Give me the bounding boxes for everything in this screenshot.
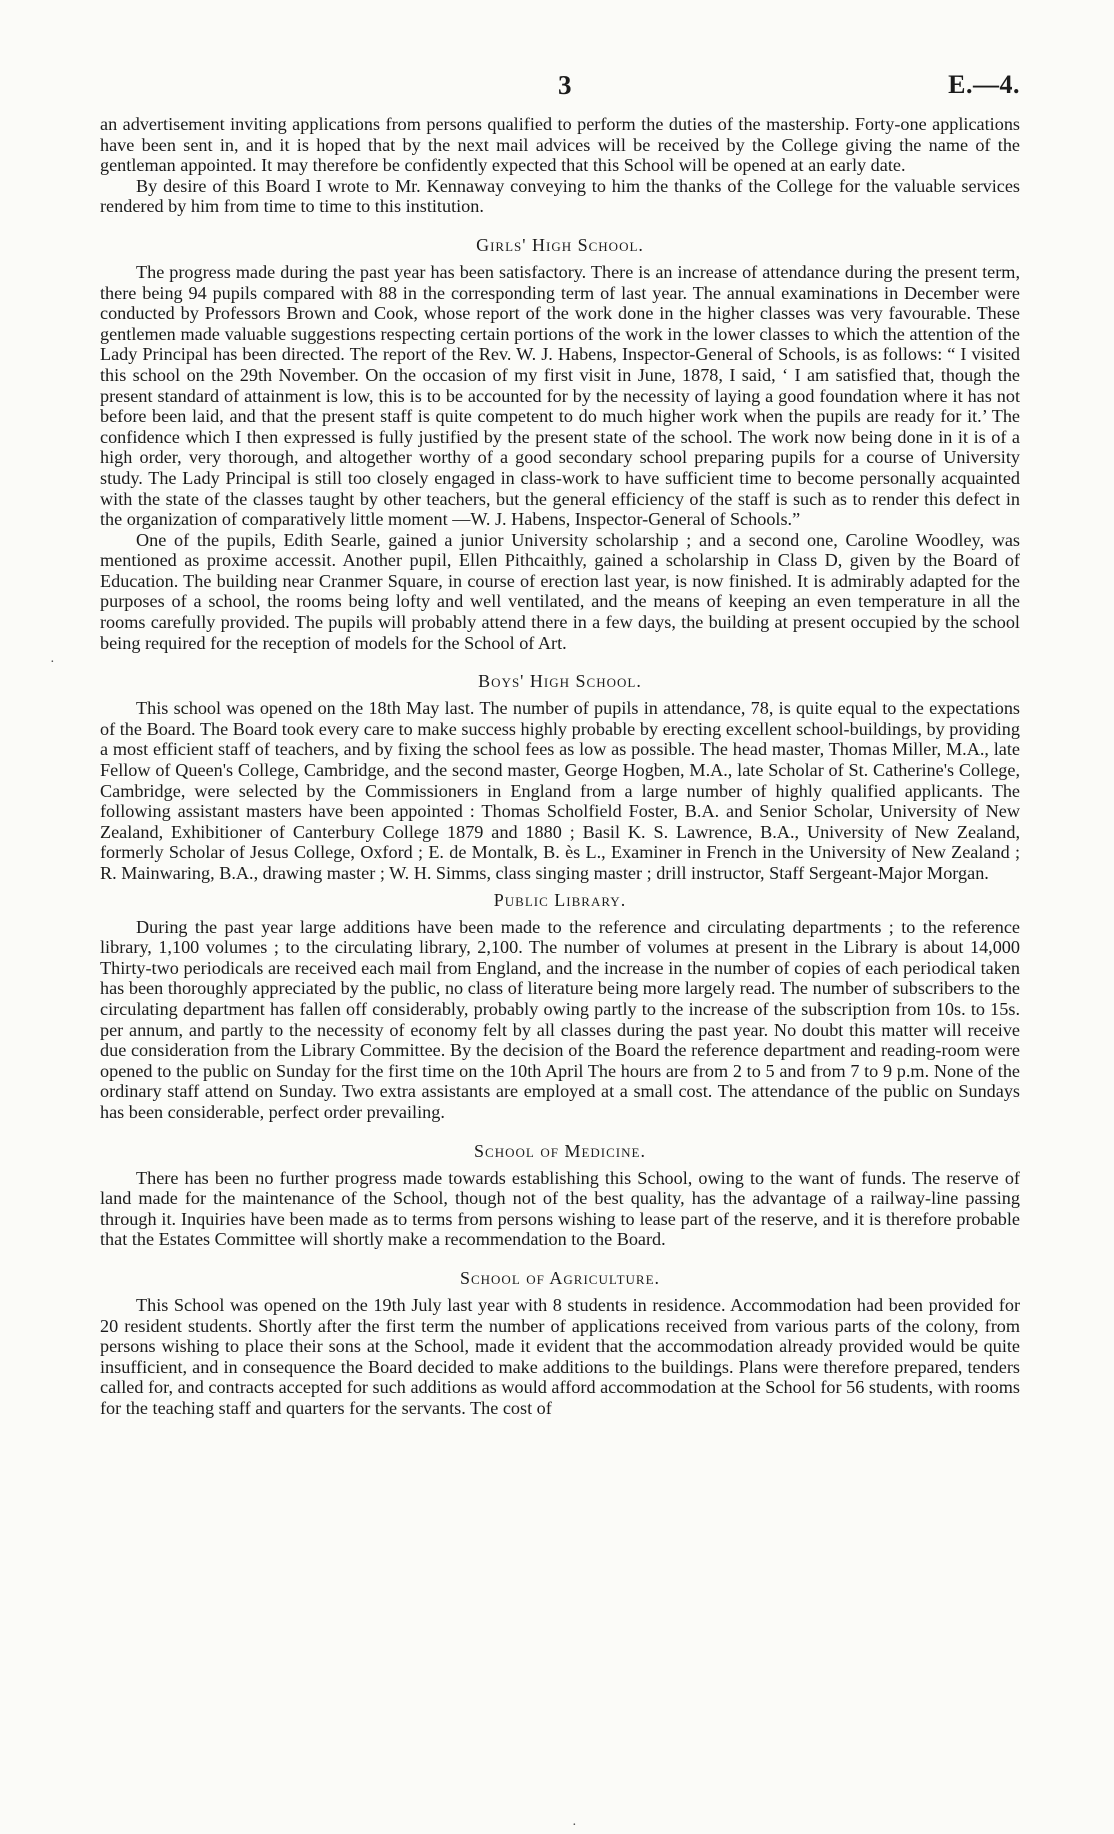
document-reference: E.—4. xyxy=(948,70,1020,99)
running-header xyxy=(100,70,1020,114)
footer-dot: · xyxy=(572,1818,577,1833)
page-number: 3 xyxy=(558,70,572,100)
boys-high-school-heading: Boys' High School. xyxy=(478,671,642,692)
school-of-medicine-paragraph-1: There has been no further progress made towards establishing this School, owing to the want of funds. The reserve of land made for the maintenance of the School, though not of the best quality, has the advantage of a railway-line passing through it. Inquiries have been made as to terms from persons wishing to lease part of the reserve, and it is therefore probable that the Estates Committee will shortly make a recommendation to the Board. xyxy=(100,1167,1020,1250)
public-library-heading: Public Library. xyxy=(493,889,627,910)
margin-dot: · xyxy=(50,655,55,670)
girls-high-school-paragraph-1: The progress made during the past year has been satisfactory. There is an increase of attendance during the present term, there being 94 pupils compared with 88 in the corresponding term of last year. The annual examinations in December were conducted by Professors Brown and Cook, whose report of the work done in the higher classes was very favourable. These gentlemen made valuable suggestions respecting certain portions of the work in the lower classes to which the attention of the Lady Principal has been directed. The report of the Rev. W. J. Habens, Inspector-General of Schools, is as follows: “ I visited this school on the 29th November. On the occasion of my first visit in June, 1878, I said, ‘ I am satisfied that, though the present standard of attainment is low, this is to be accounted for by the necessity of laying a good foundation where it has not before been laid, and that the present staff is quite competent to do much higher work when the pupils are ready for it.’ The confidence which I then expressed is fully justified by the present state of the school. The work now being done in it is of a high order, very thorough, and altogether worthy of a good secondary school preparing pupils for a course of University study. The Lady Principal is still too closely engaged in class-work to have sufficient time to become personally acquainted with the state of the classes taught by other teachers, but the general efficiency of the staff is such as to render this defect in the organization of comparatively little moment —W. J. Habens, Inspector-General of Schools.” xyxy=(100,261,1020,530)
public-library-paragraph-1: During the past year large additions have been made to the reference and circulating departments ; to the reference library, 1,100 volumes ; to the circulating library, 2,100. The number of volumes at present in the Library is about 14,000 Thirty-two periodicals are received each mail from England, and the increase in the number of copies of each periodical taken has been thoroughly appreciated by the public, no class of literature being more largely read. The number of subscribers to the circulating department has fallen off considerably, probably owing partly to the increase of the subscription from 10s. to 15s. per annum, and partly to the necessity of economy felt by all classes during the past year. No doubt this matter will receive due consideration from the Library Committee. By the decision of the Board the reference department and reading-room were opened to the public on Sunday for the first time on the 10th April The hours are from 2 to 5 and from 7 to 9 p.m. None of the ordinary staff attend on Sunday. Two extra assistants are employed at a small cost. The attendance of the public on Sundays has been considerable, perfect order prevailing. xyxy=(100,916,1020,1122)
boys-high-school-paragraph-1: This school was opened on the 18th May last. The number of pupils in attendance, 78, is quite equal to the expectations of the Board. The Board took every care to make success highly probable by erecting excellent school-buildings, by providing a most efficient staff of teachers, and by fixing the school fees as low as possible. The head master, Thomas Miller, M.A., late Fellow of Queen's College, Cambridge, and the second master, George Hogben, M.A., late Scholar of St. Catherine's College, Cambridge, were selected by the Commissioners in England from a large number of highly qualified applicants. The following assistant masters have been appointed : Thomas Scholfield Foster, B.A. and Senior Scholar, University of New Zealand, Exhibitioner of Canterbury College 1879 and 1880 ; Basil K. S. Lawrence, B.A., University of New Zealand, formerly Scholar of Jesus College, Oxford ; E. de Montalk, B. ès L., Examiner in French in the University of New Zealand ; R. Mainwaring, B.A., drawing master ; W. H. Simms, class singing master ; drill instructor, Staff Sergeant-Major Morgan. xyxy=(100,698,1020,883)
school-of-agriculture-heading: School of Agriculture. xyxy=(459,1267,661,1288)
school-of-agriculture-paragraph-1: This School was opened on the 19th July last year with 8 students in residence. Accommodation had been provided for 20 resident students. Shortly after the first term the number of applications received from various parts of the colony, from persons wishing to place their sons at the School, made it evident that the accommodation already provided would be quite insufficient, and in consequence the Board decided to make additions to the buildings. Plans were therefore prepared, tenders called for, and contracts accepted for such additions as would afford accommodation at the School for 56 students, with rooms for the teaching staff and quarters for the servants. The cost of xyxy=(100,1294,1020,1418)
document-page xyxy=(100,70,1020,1418)
school-of-medicine-heading: School of Medicine. xyxy=(474,1140,646,1161)
girls-high-school-paragraph-2: One of the pupils, Edith Searle, gained a junior University scholarship ; and a second one, Caroline Woodley, was mentioned as proxime accessit. Another pupil, Ellen Pithcaithly, gained a scholarship in Class D, given by the Board of Education. The building near Cranmer Square, in course of erection last year, is now finished. It is admirably adapted for the purposes of a school, the rooms being lofty and well ventilated, and the means of keeping an even temperature in all the rooms carefully provided. The pupils will probably attend there in a few days, the building at present occupied by the school being required for the reception of models for the School of Art. xyxy=(100,529,1020,653)
intro-paragraph-1: an advertisement inviting applications from persons qualified to perform the duties of the mastership. Forty-one applications have been sent in, and it is hoped that by the next mail advices will be received by the College giving the name of the gentleman appointed. It may therefore be confidently expected that this School will be opened at an early date. xyxy=(100,114,1020,176)
girls-high-school-heading: Girls' High School. xyxy=(476,234,644,255)
intro-paragraph-2: By desire of this Board I wrote to Mr. Kennaway conveying to him the thanks of the College for the valuable services rendered by him from time to time to this institution. xyxy=(100,175,1020,217)
